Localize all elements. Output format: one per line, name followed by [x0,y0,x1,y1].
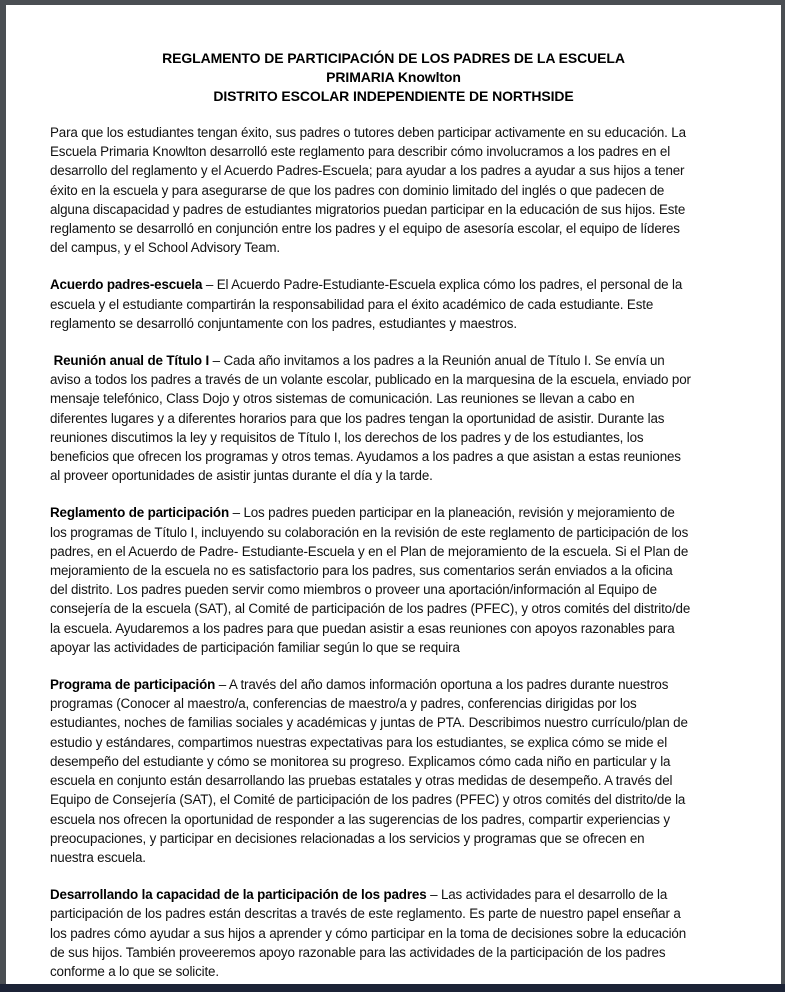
section-text: – Las actividades para el desarrollo de la [426,887,668,903]
text-line: Para que los estudiantes tengan éxito, sus padres o tutores deben participar activamente en su educación. La [50,125,686,140]
text-line: estudiantes, noches de familias sociales y académicas y juntas de PTA. Describimos nuestro currículo/plan de [50,715,688,731]
text-line: beneficios que ofrecen los programas y otros temas. Ayudamos a los padres a que asistan a estas reuniones [50,449,681,465]
section-text: – Los padres pueden participar en la planeación, revisión y mejoramiento de [229,505,675,521]
viewer-bottom-bar [0,984,785,992]
intro-paragraph [50,123,780,257]
section-heading: Acuerdo padres-escuela [50,277,203,293]
text-line: desarrollo del reglamento y el Acuerdo Padres-Escuela; para ayudar a los padres a ayudar a sus hijos a tener [50,163,685,179]
text-line: escuela en conjunto están desarrollando las pruebas estatales y otras medidas de desempeño. A través del [50,773,673,789]
section-text: – Cada año invitamos a los padres a la Reunión anual de Título I. Se envía un [209,353,665,369]
text-line: éxito en la escuela y para asegurarse de que los padres con dominio limitado del inglés o que padecen de [50,182,665,198]
text-line: la escuela. Ayudaremos a los padres para que puedan asistir a esas reuniones con apoyos razonables para [50,620,675,636]
text-line: mejoramiento de la escuela no es satisfactorio para los padres, sus comentarios serán enviados a la oficina [50,563,673,579]
text-line: conforme a lo que se solicite. [50,963,219,979]
text-line: Escuela Primaria Knowlton desarrolló este reglamento para describir cómo involucramos a los padres en el [50,144,671,160]
section-first-line [50,503,780,522]
section-reglamento-de-participacion [50,503,780,657]
text-line: programas (Conocer al maestro/a, conferencias de maestro/a y padres, conferencias dirigidas por los [50,696,637,712]
text-line: reglamento se desarrolló conjuntamente con los padres, estudiantes y maestros. [50,315,517,331]
text-line: de sus hijos. También proveeremos apoyo razonable para las actividades de la participación de los padres [50,944,666,960]
section-first-line [50,275,780,294]
section-heading: Desarrollando la capacidad de la participación de los padres [50,887,427,903]
text-line: reglamento se desarrolló en conjunción entre los padres y el equipo de asesoría escolar, el equipo de líderes [50,221,680,237]
section-first-line [50,885,780,904]
section-text: – A través del año damos información oportuna a los padres durante nuestros [215,677,669,693]
section-heading: Reunión anual de Título I [50,353,210,369]
text-line: preocupaciones, y participar en decisiones relacionadas a los servicios y programas que se ofrecen en [50,830,645,846]
document-page [6,5,781,984]
text-line: diferentes lugares y a diferentes horarios para que los padres tengan la oportunidad de asistir. Durante las [50,410,665,426]
text-line: nuestra escuela. [50,849,146,865]
section-heading: Programa de participación [50,677,216,693]
text-line: apoyar las actividades de participación familiar según lo que se requira [50,639,460,655]
title-line-1: REGLAMENTO DE PARTICIPACIÓN DE LOS PADRES DE LA ESCUELA [162,50,625,66]
section-desarrollando-la-capacidad [50,885,780,981]
text-line: del distrito. Los padres pueden servir como miembros o proveer una aportación/información al Equipo de [50,582,657,598]
text-line: mensaje telefónico, Class Dojo y otros sistemas de comunicación. Las reuniones se llevan a cabo en [50,391,635,407]
section-acuerdo-padres-escuela [50,275,780,333]
section-text: – El Acuerdo Padre-Estudiante-Escuela explica cómo los padres, el personal de la [202,277,683,293]
text-line: escuela nos ofrecen la oportunidad de responder a las sugerencias de los padres, compartir experiencias y [50,811,670,827]
section-first-line [50,675,780,694]
section-programa-de-participacion [50,675,780,867]
title-line-2: PRIMARIA Knowlton [326,69,461,85]
text-line: Equipo de Consejería (SAT), el Comité de participación de los padres (PFEC) y otros comités del distrito/de la [50,792,686,808]
text-line: padres, en el Acuerdo de Padre- Estudiante-Escuela y en el Plan de mejoramiento de la escuela. Si el Plan de [50,543,689,559]
section-heading: Reglamento de participación [50,505,229,521]
text-line: reuniones discutimos la ley y requisitos de Título I, los derechos de los padres y de los estudiantes, los [50,429,644,445]
text-line: del campus, y el School Advisory Team. [50,240,280,256]
section-first-line [50,351,780,370]
text-line: alguna discapacidad y padres de estudiantes migratorios puedan participar en la educación de sus hijos. Este [50,201,686,217]
text-line: al proveer oportunidades de asistir juntas durante el día y la tarde. [50,468,433,484]
text-line: desempeño del estudiante y cómo se monitorea su progreso. Explicamos cómo cada niño en particular y la [50,753,671,769]
text-line: los programas de Título I, incluyendo su colaboración en la revisión de este reglamento de participación de los [50,524,689,540]
text-line: los padres cómo ayudar a sus hijos a aprender y cómo participar en la toma de decisiones sobre la educación [50,925,686,941]
text-line: escuela y el estudiante compartirán la responsabilidad para el éxito académico de cada estudiante. Este [50,296,654,312]
text-line: participación de los padres están descritas a través de este reglamento. Es parte de nuestro papel enseñar a [50,906,681,922]
document-body [50,123,780,984]
text-line: estudio y estándares, compartimos nuestras expectativas para los estudiantes, se explica cómo se mide el [50,734,668,750]
text-line: consejería de la escuela (SAT), al Comité de participación de los padres (PFEC), y otros comités del distrito/de [50,601,691,617]
text-line: aviso a todos los padres a través de un volante escolar, publicado en la marquesina de la escuela, enviado por [50,372,691,388]
document-title [6,49,781,106]
title-line-3: DISTRITO ESCOLAR INDEPENDIENTE DE NORTHSIDE [213,88,574,104]
section-reunion-anual-titulo-i [50,351,780,485]
